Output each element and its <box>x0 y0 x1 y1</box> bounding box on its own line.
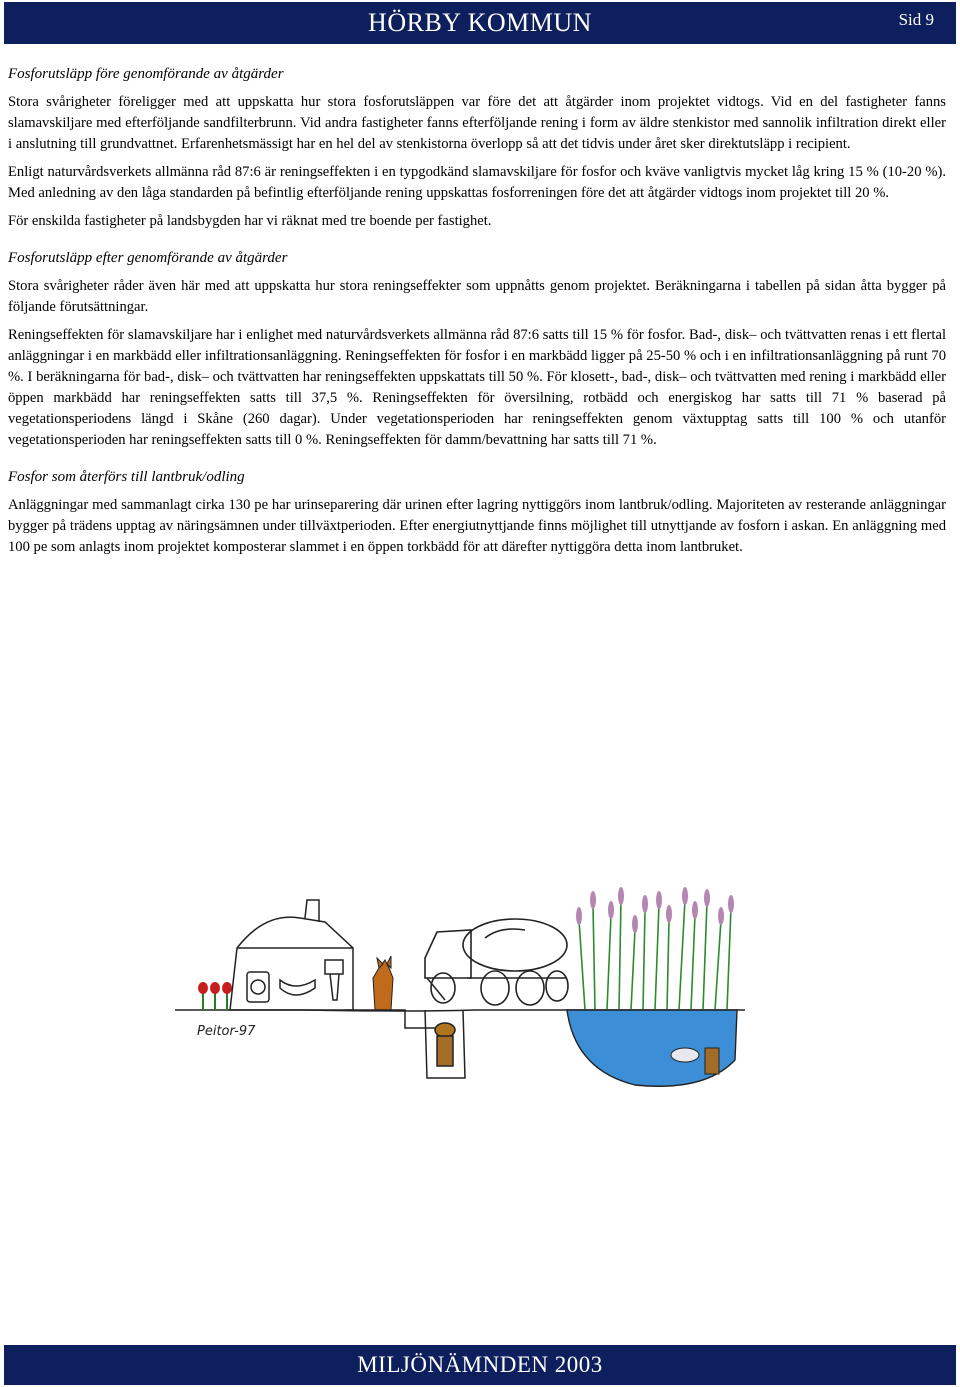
reed-flowers-icon <box>576 887 734 933</box>
section-heading: Fosfor som återförs till lantbruk/odling <box>8 469 245 485</box>
paragraph: Anläggningar med sammanlagt cirka 130 pe har urinseparering där urinen efter lagring nyttiggörs inom lantbruk/odling. Majoriteten av resterande anläggningar bygger på trädens upptag av näringsämnen under tillväxtperioden. Efter energiutnyttjande finns möjlighet till utnyttjande av fosforn i askan. En anläggning med 100 pe som anlagts inom projektet komposterar slammet i en öppen torkbädd för att därefter nyttiggöra detta inom lantbruket. <box>8 497 946 555</box>
house-icon <box>230 900 353 1010</box>
page-footer <box>4 1345 956 1385</box>
footer-text: MILJÖNÄMNDEN 2003 <box>357 1352 603 1377</box>
artist-signature: Peitor-97 <box>197 1024 256 1039</box>
page-header <box>4 2 956 44</box>
paragraph: Stora svårigheter föreligger med att uppskatta hur stora fosforutsläppen var före det att åtgärder inom projektet vidtogs. Vid en del fastigheter fanns slamavskiljare med efterföljande sandfilterbrunn. Vid andra fastigheter fanns efterföljande rening i form av äldre stenkistor med sannolik infiltration direkt eller i anslutning till grundvattnet. Erfarenhetsmässigt har en hel del av stenkistorna överlopp så att det tidvis under året sker direktutsläpp i recipient. <box>8 94 946 152</box>
section-heading: Fosforutsläpp efter genomförande av åtgärder <box>8 250 288 266</box>
document-body <box>8 64 946 565</box>
dog-icon <box>373 956 393 1010</box>
wastewater-illustration <box>175 860 745 1100</box>
paragraph: För enskilda fastigheter på landsbygden har vi räknat med tre boende per fastighet. <box>8 213 492 229</box>
septic-tank-icon <box>345 978 465 1078</box>
tanker-truck-icon <box>425 919 568 1005</box>
tulips-icon <box>198 982 232 1010</box>
section-after <box>8 248 946 451</box>
pond-icon <box>567 1010 737 1086</box>
paragraph: Enligt naturvårdsverkets allmänna råd 87:6 är reningseffekten i en typgodkänd slamavskiljare för fosfor och kväve vanligtvis mycket låg kring 15 % (10-20 %). Med anledning av den låga standarden på befintlig efterföljande rening uppskattas fosforreningen före det att åtgärder vidtogs inom projektet till 20 %. <box>8 164 946 201</box>
paragraph: Stora svårigheter råder även här med att uppskatta hur stora reningseffekter som uppnåtts genom projektet. Beräkningarna i tabellen på sidan åtta bygger på följande förutsättningar. <box>8 278 946 315</box>
page-number: Sid 9 <box>898 10 934 29</box>
municipality-title: HÖRBY KOMMUN <box>368 8 592 37</box>
paragraph: Reningseffekten för slamavskiljare har i enlighet med naturvårdsverkets allmänna råd 87:6 satts till 15 % för fosfor. Bad-, disk– och tvättvatten renas i ett flertal anläggningar i en markbädd eller infiltrationsanläggning. Reningseffekten för fosfor i en markbädd ligger på 25-50 % och i en infiltrationsanläggning på runt 70 %. I beräkningarna för bad-, disk– och tvättvatten har reningseffekten uppskattats till 50 %. För klosett-, bad-, disk– och tvättvatten med rening i markbädd eller öppen markbädd har reningseffekten satts till 37,5 %. Reningseffekten för översilning, rotbädd och energiskog har satts till 71 % baserad på vegetationsperiodens längd i Skåne (260 dagar). Under vegetationsperioden har reningseffekten genom växtupptag satts till 100 % och utanför vegetationsperioden har reningseffekten satts till 0 %. Reningseffekten för damm/bevattning har satts till 71 %. <box>8 327 946 448</box>
section-heading: Fosforutsläpp före genomförande av åtgärder <box>8 66 284 82</box>
reed-bed-icon <box>579 900 731 1010</box>
section-before <box>8 64 946 232</box>
section-agriculture <box>8 467 946 558</box>
